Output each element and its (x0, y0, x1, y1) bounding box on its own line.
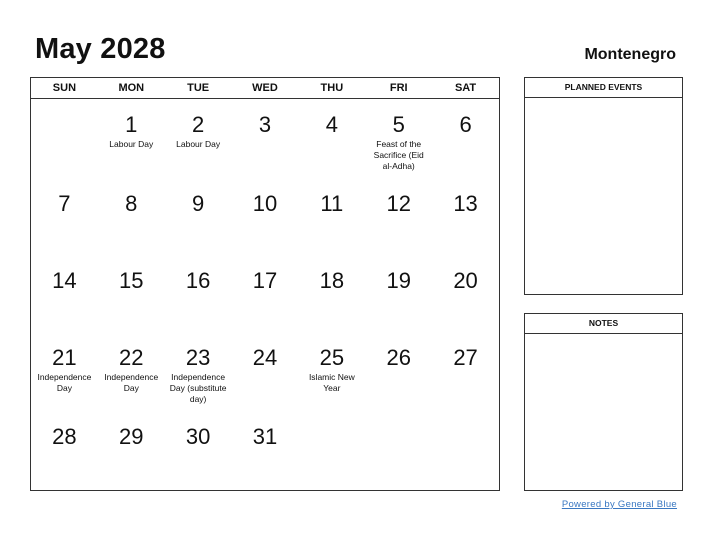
day-number: 6 (459, 112, 472, 137)
day-cell (432, 332, 499, 411)
weekday-wed: WED (252, 82, 278, 94)
day-number: 16 (185, 268, 211, 293)
day-cell (232, 178, 299, 255)
day-number: 12 (386, 191, 411, 216)
day-cell (232, 255, 299, 332)
day-number: 23 (185, 345, 211, 370)
day-number: 18 (319, 268, 345, 293)
weekday-header (31, 78, 499, 99)
day-cell (165, 178, 232, 255)
holiday-label: Labour Day (176, 139, 221, 149)
day-cell (31, 178, 98, 255)
planned-events-panel (524, 77, 683, 295)
calendar-body (31, 99, 499, 489)
holiday-label: Feast of the Sacrifice (Eid al-Adha) (373, 139, 424, 171)
day-number: 3 (258, 112, 272, 137)
day-cell (31, 411, 98, 489)
day-cell (232, 411, 299, 489)
day-number: 21 (52, 345, 77, 370)
holiday-label: Independence Day (substitute day) (169, 372, 227, 404)
day-cell (98, 178, 165, 255)
day-cell (432, 411, 499, 489)
day-cell (232, 332, 299, 411)
day-number: 10 (252, 191, 278, 216)
day-number: 30 (185, 424, 211, 449)
day-number: 27 (453, 345, 478, 370)
day-number: 7 (58, 191, 71, 216)
day-cell (165, 332, 232, 411)
day-cell (98, 255, 165, 332)
holiday-label: Independence Day (37, 372, 92, 393)
day-cell (365, 411, 432, 489)
weekday-sun: SUN (52, 82, 77, 94)
day-number: 13 (453, 191, 478, 216)
day-number: 22 (119, 345, 144, 370)
day-number: 8 (125, 191, 138, 216)
calendar-grid (30, 77, 500, 491)
weekday-tue: TUE (187, 82, 210, 94)
day-cell (298, 411, 365, 489)
holiday-label: Islamic New Year (308, 372, 355, 393)
day-cell (31, 332, 98, 411)
day-number: 26 (386, 345, 411, 370)
day-number: 14 (52, 268, 77, 293)
day-number: 31 (252, 424, 278, 449)
day-cell (31, 99, 98, 178)
day-number: 29 (119, 424, 144, 449)
day-cell (31, 255, 98, 332)
day-number: 20 (453, 268, 478, 293)
day-cell (365, 99, 432, 178)
weekday-fri: FRI (389, 82, 408, 94)
day-cell (98, 411, 165, 489)
day-number: 15 (119, 268, 144, 293)
day-number: 5 (392, 112, 405, 137)
day-cell (432, 178, 499, 255)
day-cell (165, 99, 232, 178)
day-number: 11 (320, 191, 344, 216)
day-cell (298, 99, 365, 178)
notes-title: NOTES (525, 314, 682, 334)
day-cell (298, 178, 365, 255)
notes-panel (524, 313, 683, 491)
day-number: 25 (319, 345, 345, 370)
day-number: 9 (192, 191, 205, 216)
day-cell (365, 332, 432, 411)
day-cell (365, 178, 432, 255)
planned-events-title: PLANNED EVENTS (525, 78, 682, 98)
day-cell (298, 332, 365, 411)
day-number: 19 (386, 268, 411, 293)
day-cell (98, 99, 165, 178)
weekday-thu: THU (320, 82, 344, 94)
weekday-mon: MON (118, 82, 145, 94)
weekday-sat: SAT (454, 82, 477, 94)
day-cell (365, 255, 432, 332)
day-cell (432, 99, 499, 178)
page-title: May 2028 (35, 33, 166, 65)
day-cell (232, 99, 299, 178)
day-number: 28 (52, 424, 77, 449)
day-cell (432, 255, 499, 332)
day-number: 24 (252, 345, 278, 370)
country-label: Montenegro (584, 46, 676, 63)
day-cell (165, 255, 232, 332)
powered-by-link[interactable]: Powered by General Blue (561, 499, 677, 510)
day-number: 1 (125, 112, 138, 137)
day-cell (98, 332, 165, 411)
holiday-label: Independence Day (104, 372, 159, 393)
holiday-label: Labour Day (109, 139, 154, 149)
day-cell (298, 255, 365, 332)
day-cell (165, 411, 232, 489)
day-number: 2 (192, 112, 205, 137)
day-number: 4 (325, 112, 338, 137)
day-number: 17 (252, 268, 278, 293)
